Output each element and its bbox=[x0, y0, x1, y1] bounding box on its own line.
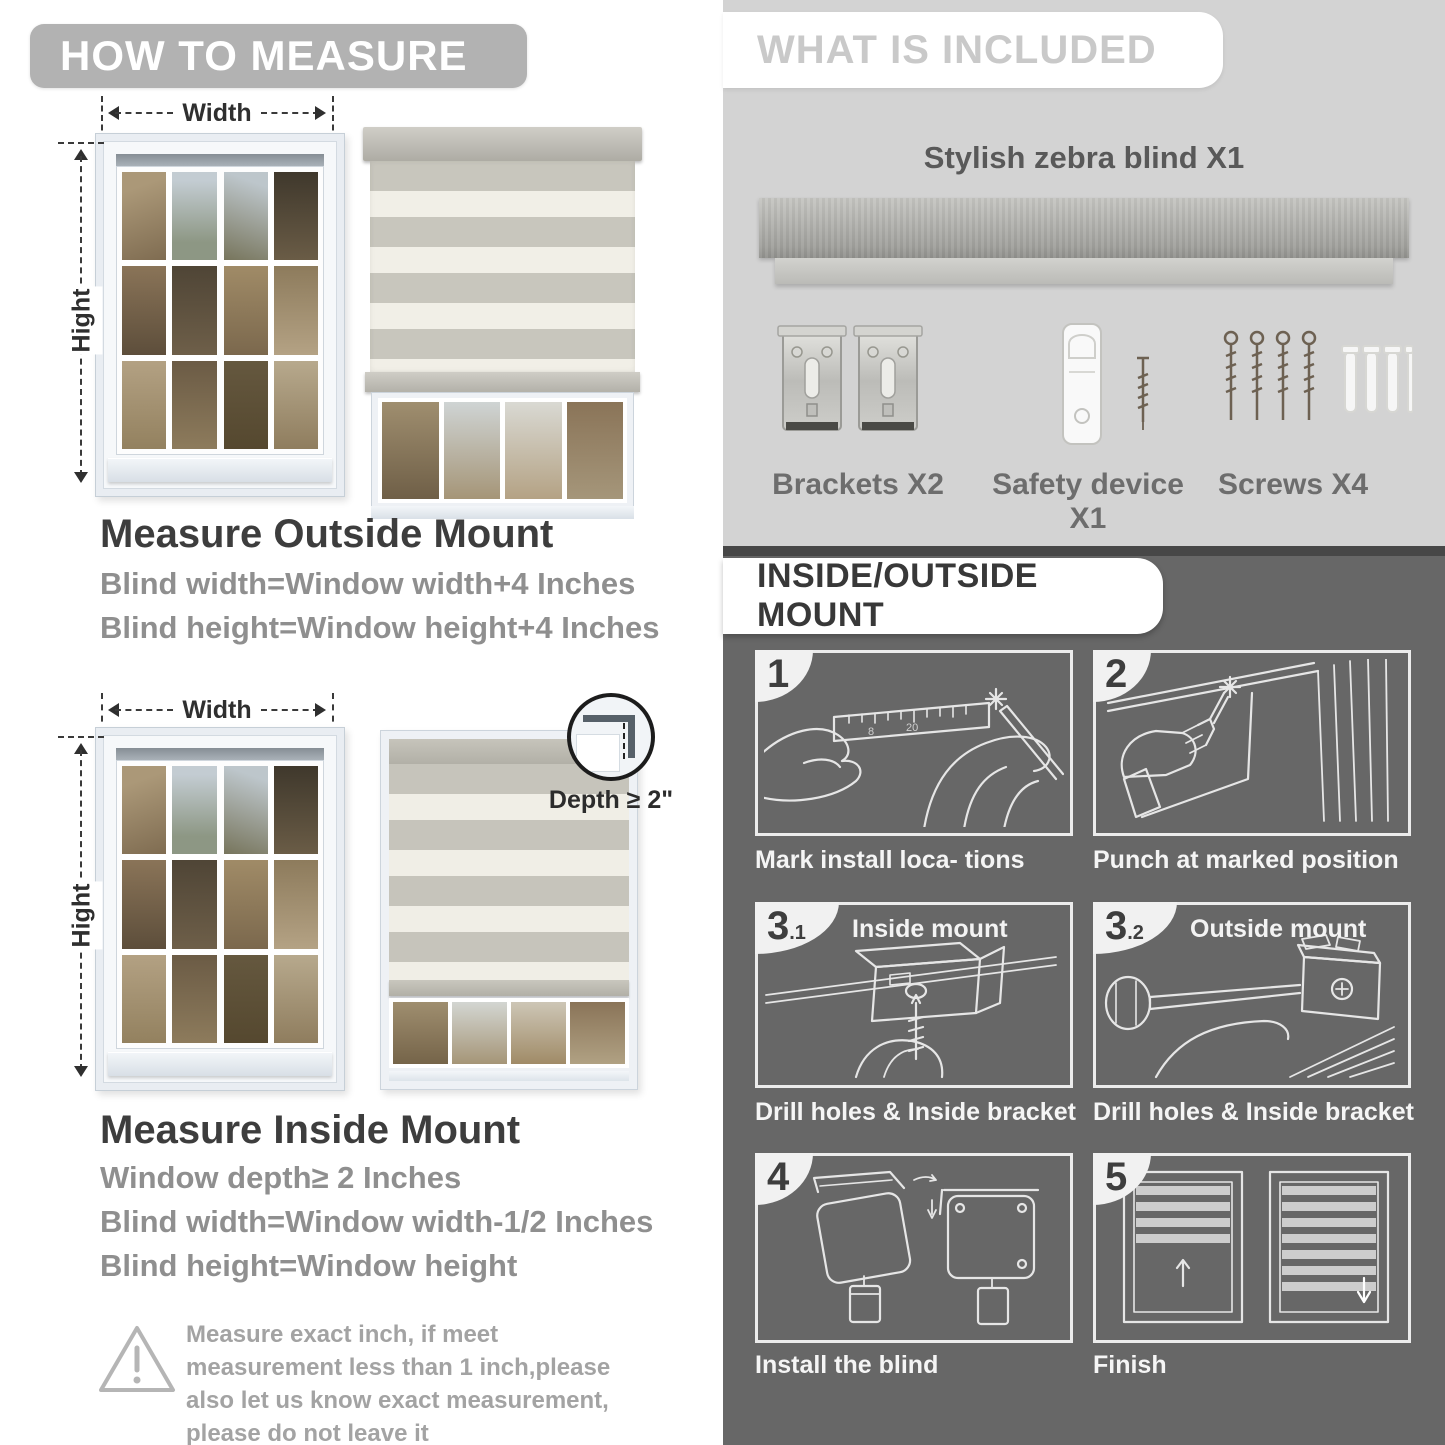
window-sill bbox=[389, 1071, 629, 1081]
window-under-blind bbox=[371, 392, 634, 519]
blind-bottom-rail bbox=[389, 980, 629, 996]
wall-anchors-icon bbox=[1342, 346, 1413, 412]
safety-device-label: Safety device X1 bbox=[992, 468, 1184, 535]
window-pane bbox=[444, 402, 501, 499]
depth-label: Depth ≥ 2" bbox=[548, 786, 674, 814]
window-under-blind bbox=[389, 998, 629, 1068]
step-panel-5 bbox=[1093, 1153, 1411, 1343]
section-divider bbox=[723, 546, 1445, 556]
screw-icon bbox=[1137, 358, 1149, 430]
window-pane bbox=[122, 361, 166, 449]
dimension-tick bbox=[58, 736, 104, 738]
inside-mount-title: Measure Inside Mount bbox=[100, 1108, 521, 1152]
window-door bbox=[224, 172, 319, 449]
svg-text:8: 8 bbox=[868, 726, 875, 738]
outside-mount-title: Measure Outside Mount bbox=[100, 512, 554, 556]
install-blind-illustration bbox=[764, 1162, 1064, 1334]
mount-title: INSIDE/OUTSIDE MOUNT bbox=[757, 557, 1038, 634]
inside-height-formula: Blind height=Window height bbox=[100, 1248, 518, 1283]
what-is-included-title: WHAT IS INCLUDED bbox=[757, 27, 1157, 72]
window-pane bbox=[382, 402, 439, 499]
window-pane bbox=[172, 766, 216, 854]
step-caption-3-2: Drill holes & Inside bracket bbox=[1093, 1098, 1414, 1126]
window-pane bbox=[122, 860, 166, 948]
step-panel-3-1 bbox=[755, 902, 1073, 1088]
window-pane bbox=[224, 266, 268, 354]
window-pane bbox=[224, 172, 268, 260]
mount-instructions-section bbox=[723, 556, 1445, 1445]
window-photo-inside bbox=[95, 727, 345, 1091]
bracket-icon bbox=[778, 326, 846, 430]
step-caption-1: Mark install loca- tions bbox=[755, 846, 1025, 874]
blind-headrail-lip bbox=[775, 258, 1393, 284]
window-sill bbox=[108, 458, 332, 482]
bracket-icon bbox=[854, 326, 922, 430]
height-label-inside: Hight bbox=[61, 882, 102, 950]
width-dimension-outside bbox=[101, 98, 333, 127]
step-number-badge: 1 bbox=[755, 650, 813, 702]
how-to-measure-title: HOW TO MEASURE bbox=[60, 32, 468, 79]
hardware-items-image bbox=[753, 318, 1413, 458]
step-caption-2: Punch at marked position bbox=[1093, 846, 1399, 874]
window-photo-outside bbox=[95, 133, 345, 497]
step-caption-3-1: Drill holes & Inside bracket bbox=[755, 1098, 1076, 1126]
window-lintel bbox=[116, 748, 324, 760]
step-number-badge: 3 .2 bbox=[1093, 902, 1177, 954]
window-pane bbox=[224, 955, 268, 1043]
window-pane bbox=[570, 1002, 625, 1064]
step-number-badge: 4 bbox=[755, 1153, 813, 1205]
window-pane bbox=[274, 172, 318, 260]
window-pane bbox=[274, 266, 318, 354]
width-dimension-inside bbox=[101, 695, 333, 724]
window-pane bbox=[122, 955, 166, 1043]
step-number-badge: 5 bbox=[1093, 1153, 1151, 1205]
window-door bbox=[224, 766, 319, 1043]
window-pane bbox=[274, 766, 318, 854]
zebra-blind-outside bbox=[363, 127, 642, 519]
blind-stripes bbox=[370, 161, 635, 372]
step-panel-4 bbox=[755, 1153, 1073, 1343]
outside-width-formula: Blind width=Window width+4 Inches bbox=[100, 566, 636, 601]
step-panel-2 bbox=[1093, 650, 1411, 836]
what-is-included-banner bbox=[723, 12, 1223, 88]
arrow-right-icon bbox=[315, 703, 333, 717]
window-door bbox=[122, 766, 217, 1043]
step-caption-5: Finish bbox=[1093, 1351, 1167, 1379]
window-pane bbox=[172, 955, 216, 1043]
height-label-outside: Hight bbox=[61, 287, 102, 355]
window-pane bbox=[511, 1002, 566, 1064]
what-is-included-section bbox=[723, 0, 1445, 546]
mount-banner bbox=[723, 558, 1163, 634]
inside-depth-formula: Window depth≥ 2 Inches bbox=[100, 1160, 462, 1195]
window-pane bbox=[172, 361, 216, 449]
window-pane bbox=[172, 860, 216, 948]
window-pane bbox=[224, 860, 268, 948]
window-pane bbox=[224, 361, 268, 449]
outside-height-formula: Blind height=Window height+4 Inches bbox=[100, 610, 660, 645]
step-caption-4: Install the blind bbox=[755, 1351, 939, 1379]
window-pane bbox=[224, 766, 268, 854]
window-pane bbox=[122, 266, 166, 354]
window-pane bbox=[122, 766, 166, 854]
how-to-measure-banner bbox=[30, 24, 527, 88]
window-pane bbox=[274, 955, 318, 1043]
window-pane bbox=[505, 402, 562, 499]
window-lintel bbox=[116, 154, 324, 166]
product-label: Stylish zebra blind X1 bbox=[923, 140, 1245, 175]
measurement-warning-text: Measure exact inch, if meet measurement less than 1 inch,please also let us know exact measurement, please do not leave it bbox=[186, 1321, 611, 1445]
step-panel-3-2 bbox=[1093, 902, 1411, 1088]
window-pane bbox=[274, 860, 318, 948]
window-door bbox=[122, 172, 217, 449]
warning-icon bbox=[95, 1320, 179, 1398]
safety-device-icon bbox=[1063, 324, 1101, 444]
window-sill bbox=[108, 1052, 332, 1076]
depth-magnifier-icon bbox=[567, 693, 655, 781]
dimension-tick bbox=[58, 142, 104, 144]
step-panel-1 bbox=[755, 650, 1073, 836]
screws-icon bbox=[1225, 332, 1315, 420]
brackets-label: Brackets X2 bbox=[772, 468, 944, 501]
drill-illustration bbox=[1102, 659, 1402, 827]
blind-headrail-image bbox=[759, 198, 1409, 258]
step-number-badge: 3 .1 bbox=[755, 902, 839, 954]
width-label-outside: Width bbox=[182, 98, 252, 127]
window-pane bbox=[172, 172, 216, 260]
window-pane bbox=[393, 1002, 448, 1064]
step-title-inside-mount: Inside mount bbox=[852, 915, 1008, 943]
arrow-down-icon bbox=[74, 472, 88, 490]
step-title-outside-mount: Outside mount bbox=[1190, 915, 1367, 943]
arrow-down-icon bbox=[74, 1066, 88, 1084]
window-pane bbox=[274, 361, 318, 449]
svg-text:20: 20 bbox=[906, 722, 919, 734]
inside-width-formula: Blind width=Window width-1/2 Inches bbox=[100, 1204, 654, 1239]
window-pane bbox=[567, 402, 624, 499]
window-pane bbox=[122, 172, 166, 260]
finish-illustration bbox=[1102, 1162, 1402, 1334]
screws-label: Screws X4 bbox=[1217, 468, 1369, 501]
blind-headrail bbox=[363, 127, 642, 161]
zebra-blind-inside-window bbox=[380, 730, 638, 1090]
window-pane bbox=[452, 1002, 507, 1064]
frame-corner-graphic bbox=[583, 715, 635, 758]
mark-location-illustration bbox=[764, 659, 1064, 827]
arrow-right-icon bbox=[315, 106, 333, 120]
window-pane bbox=[172, 266, 216, 354]
width-label-inside: Width bbox=[182, 695, 252, 724]
step-number-badge: 2 bbox=[1093, 650, 1151, 702]
blind-bottom-rail bbox=[365, 372, 640, 392]
